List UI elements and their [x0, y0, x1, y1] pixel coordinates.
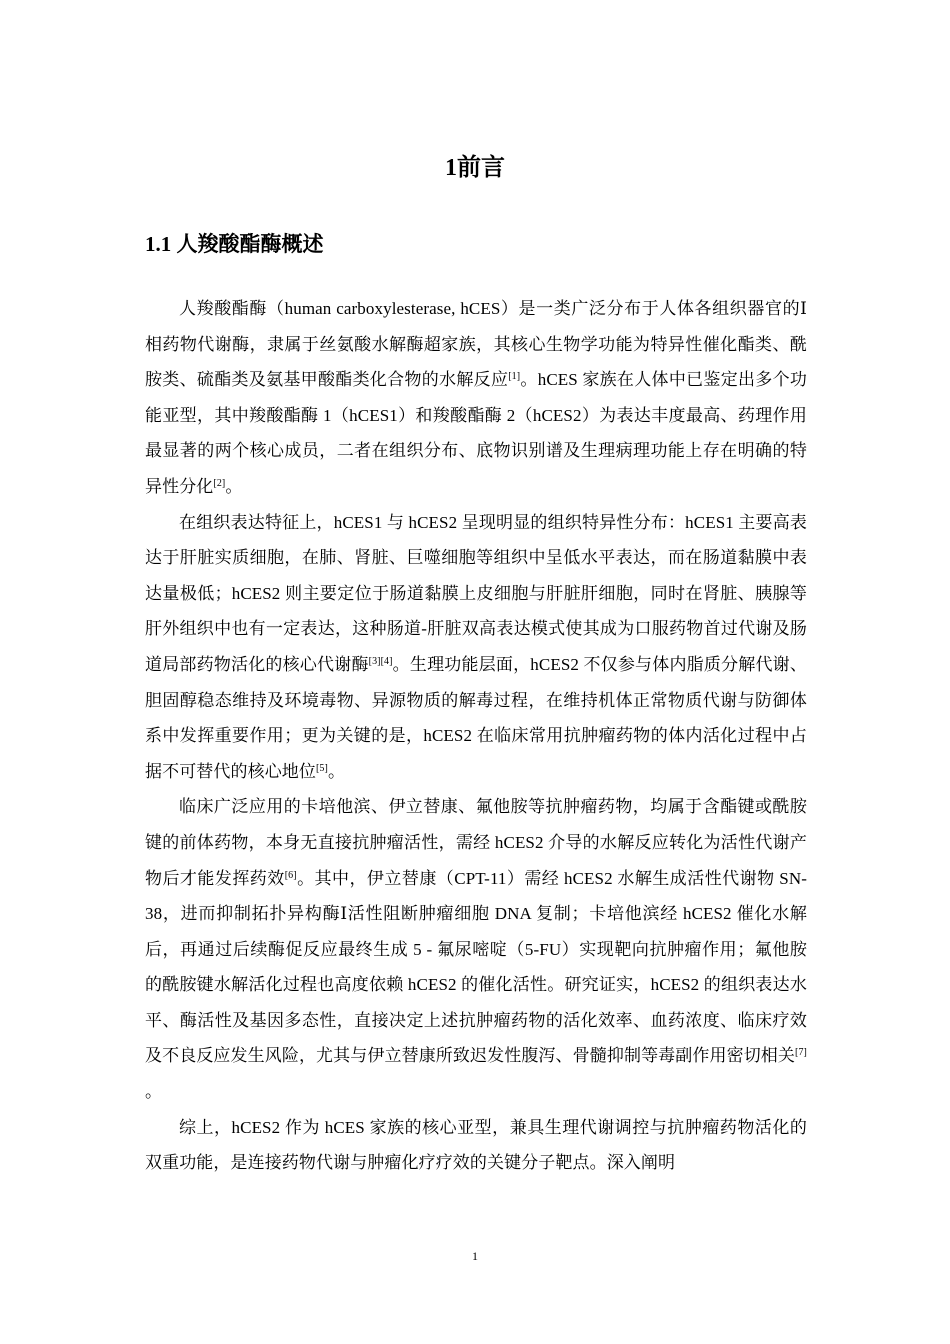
citation-ref: [7]	[795, 1047, 807, 1059]
chapter-title: 1前言	[445, 155, 505, 181]
body-paragraph	[145, 789, 807, 1109]
paragraph-text: 。hCES 家族在人体中已鉴定出多个功能亚型，其中羧酸酯酶 1（hCES1）和羧酸酯酶 2（hCES2）为表达丰度最高、药理作用最显著的两个核心成员，二者在组织分布、底物识别谱及生理病理功能上存在明确的特异性分化	[145, 370, 808, 496]
paragraph-text: 。生理功能层面，hCES2 不仅参与体内脂质分解代谢、胆固醇稳态维持及环境毒物、异源物质的解毒过程，在维持机体正常物质代谢与防御体系中发挥重要作用；更为关键的是，hCES2 在临床常用抗肿瘤药物的体内活化过程中占据不可替代的核心地位	[145, 654, 807, 781]
paragraph-text: 综上，hCES2 作为 hCES 家族的核心亚型，兼具生理代谢调控与抗肿瘤药物活化的双重功能，是连接药物代谢与肿瘤化疗疗效的关键分子靶点。深入阐明	[145, 1117, 807, 1173]
section-title: 1.1 人羧酸酯酶概述	[145, 232, 324, 256]
citation-ref: [5]	[316, 762, 328, 774]
body-paragraph	[145, 505, 807, 790]
body-paragraph	[145, 291, 807, 505]
paragraph-text: 。	[327, 761, 346, 781]
citation-ref: [2]	[213, 477, 226, 489]
citation-ref: [1]	[508, 371, 521, 383]
citation-ref: [3][4]	[368, 655, 393, 667]
paragraph-text: 人羧酸酯酶（human carboxylesterase, hCES）是一类广泛分布于人体各组织器官的Ⅰ相药物代谢酶，隶属于丝氨酸水解酶超家族，其核心生物学功能为特异性催化酯类、酰胺类、硫酯类及氨基甲酸酯类化合物的水解反应	[145, 299, 807, 390]
paragraph-text: 。	[225, 476, 243, 496]
body-paragraph	[145, 1110, 807, 1181]
citation-ref: [6]	[284, 869, 297, 881]
page-number: 1	[472, 1249, 478, 1263]
paragraph-text: 。	[145, 1082, 163, 1102]
paragraph-text: 临床广泛应用的卡培他滨、伊立替康、氟他胺等抗肿瘤药物，均属于含酯键或酰胺键的前体药物，本身无直接抗肿瘤活性，需经 hCES2 介导的水解反应转化为活性代谢产物后才能发挥药效	[145, 797, 807, 888]
paragraph-text: 。其中，伊立替康（CPT-11）需经 hCES2 水解生成活性代谢物 SN-38，进而抑制拓扑异构酶Ⅰ活性阻断肿瘤细胞 DNA 复制；卡培他滨经 hCES2 催化水解后，再通过后续酶促反应最终生成 5 - 氟尿嘧啶（5-FU）实现靶向抗肿瘤作用；氟他胺的酰胺键水解活化过程也高度依赖 hCES2 的催化活性。研究证实，hCES2 的组织表达水平、酶活性及基因多态性，直接决定上述抗肿瘤药物的活化效率、血药浓度、临床疗效及不良反应发生风险，尤其与伊立替康所致迟发性腹泻、骨髓抑制等毒副作用密切相关	[145, 868, 807, 1066]
paragraph-text: 在组织表达特征上，hCES1 与 hCES2 呈现明显的组织特异性分布：hCES1 主要高表达于肝脏实质细胞，在肺、肾脏、巨噬细胞等组织中呈低水平表达，而在肠道黏膜中表达量极低；hCES2 则主要定位于肠道黏膜上皮细胞与肝脏肝细胞，同时在肾脏、胰腺等肝外组织中也有一定表达，这种肠道-肝脏双高表达模式使其成为口服药物首过代谢及肠道局部药物活化的核心代谢酶	[145, 512, 807, 674]
body-text	[145, 291, 807, 1181]
